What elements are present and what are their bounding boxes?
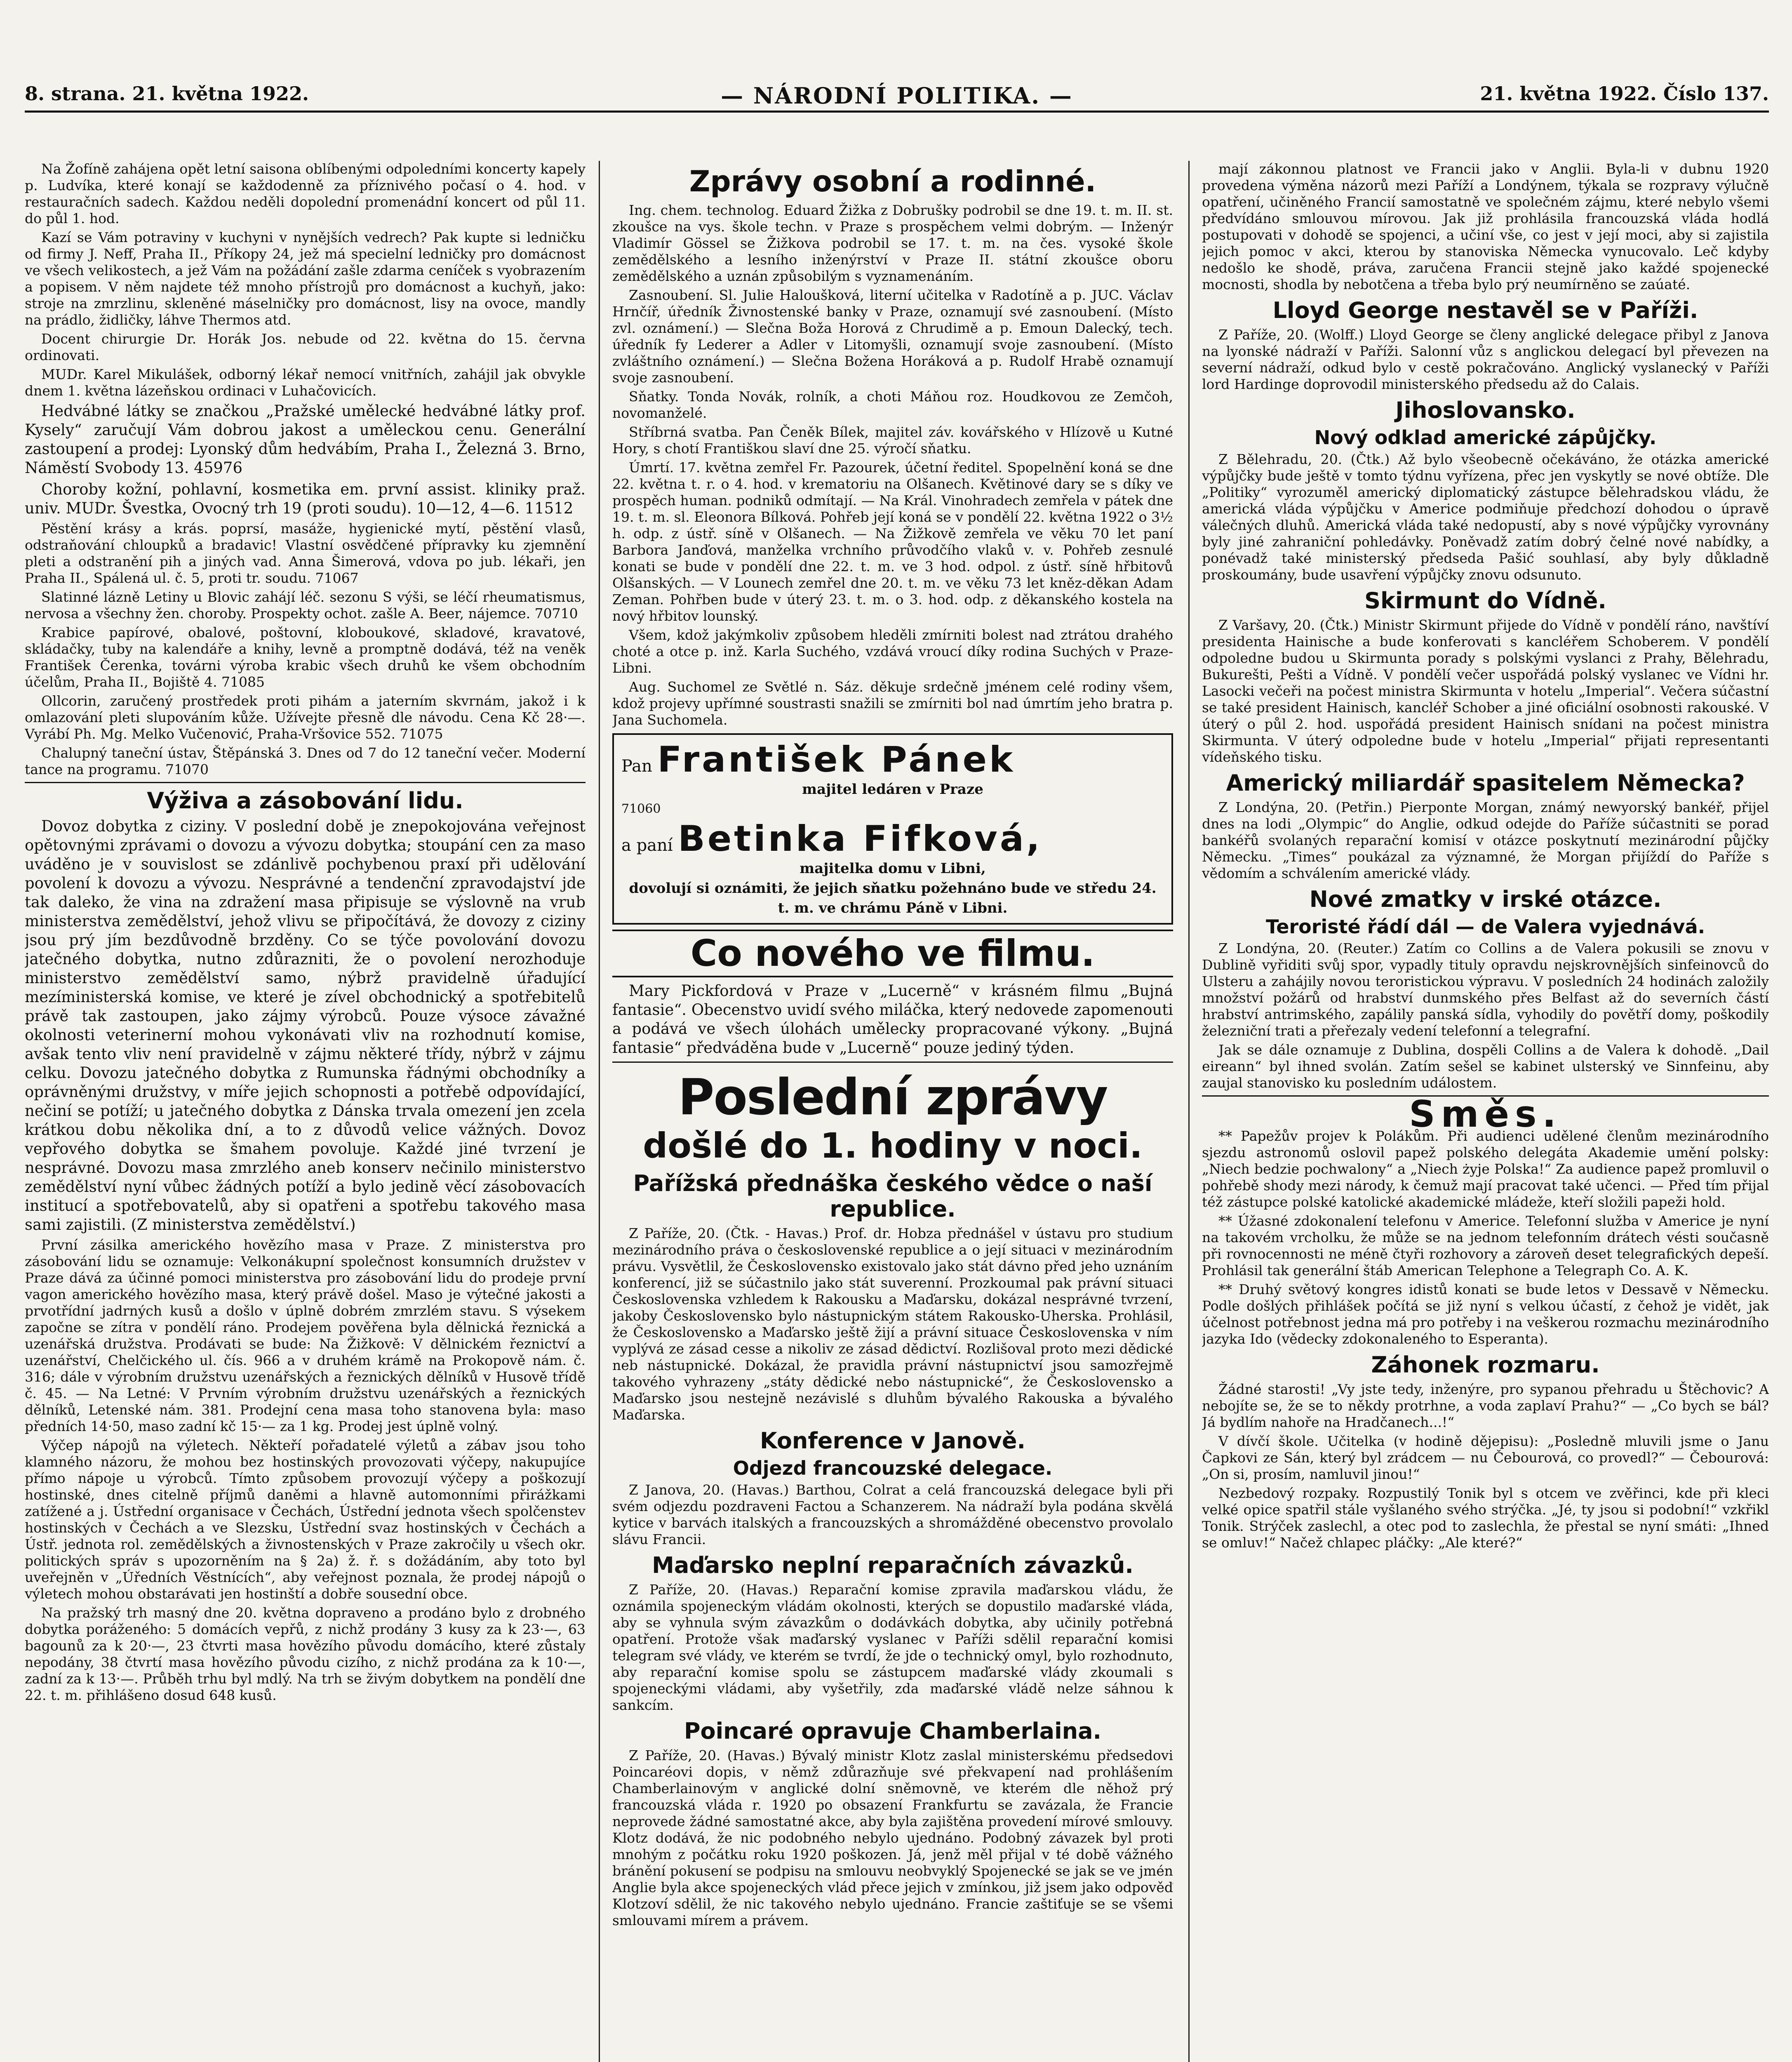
headline-zmatky: Nové zmatky v irské otázce. [1309,886,1662,912]
column-2 [612,161,1173,2062]
joke-starosti: Žádné starosti! „Vy jste tedy, inženýre, pro sypanou přehradu u Štěchovic? A nebojíte se, že se to někdy protrhne, a voda zaplaví Prahu?“ — „Co bych se bál? Já bydlím nahoře na Hradčanech...!“ [1202,1381,1769,1430]
headline-jihoslovansko: Jihoslovansko. [1395,397,1576,423]
header-right: 21. května 1922. Číslo 137. [1480,82,1769,105]
headline-teroriste: Teroristé řádí dál — de Valera vyjednává. [1265,916,1705,938]
headline-zahonek: Záhonek rozmaru. [1371,1352,1600,1378]
headline-odklad: Nový odklad americké zápůjčky. [1314,426,1657,449]
notice-simerova: Pěstění krásy a krás. poprsí, masáže, hygienické mytí, pěstění vlasů, odstraňování chloupků a bradavic! Vlastní osvědčené přípravky ku zjemnění pleti a odstranění pih a jiných vad. Anna Šimerová, vdova po jub. lékaři, jen Praha II., Spálená ul. č. 5, proti tr. soudu. 71067 [25,520,586,586]
notice-chalupny: Chalupný taneční ústav, Štěpánská 3. Dnes od 7 do 12 taneční večer. Moderní tance na programu. 71070 [25,745,586,777]
notice-letiny: Slatinné lázně Letiny u Blovic zahájí léč. sezonu S výši, se léčí rheumatismus, nervosa a všechny žen. choroby. Prospekty ochot. zašle A. Beer, nájemce. 70710 [25,589,586,621]
column-divider [1188,161,1190,2062]
article-americke-maso: První zásilka amerického hovězího masa v Praze. Z ministerstva pro zásobování lidu se oznamuje: Velkonákupní společnost konsumních družstev v Praze dává za účinné pomoci ministerstva pro zásobování lidu do prodeje první vagon amerického hovězího masa, který právě došel. Maso je výtečné jakosti a prvotřídní jadrných kusů a došlo v úplně dobrém zmrzlém stavu. S výsekem započne se zítra v pondělí ráno. Prodejem pověřena byla dělnická řeznická a uzenářská družstva. Prodávati se bude: Na Žižkově: V dělnickém řeznictví a uzenářství, Chelčického ul. čís. 966 a v druhém krámě na Prokopově nám. č. 316; dále v výrobním družstvu uzenářských a řeznických dělníků v Husově třídě č. 45. — Na Letné: V Prvním výrobním družstvu uzenářských a řeznických dělníků, Letenské nám. 381. Prodejní cena masa toho stanovena byla: maso předních 14·50, maso zadní kč 15·— za 1 kg. Prodej jest úplně volný. [25,1237,586,1434]
header-masthead: — NÁRODNÍ POLITIKA. — [721,82,1073,109]
article-poincare-cont: mají zákonnou platnost ve Francii jako v Anglii. Byla-li v dubnu 1920 provedena výměna názorů mezi Paříží a Londýnem, týkala se rozpravy výlučně opatření, učiněného Francií samostatně ve společném zájmu, které nebylo všemi předvídáno smlouvou mírovou. Jak již prohlásila francouzská vláda hodlá postupovati v dohodě se spojenci, a učiní vše, co jest v její moci, aby si zajistila jejich pomoc v akci, kterou by stanoviska Německa vynucovalo. Leč kdyby nedošlo ke shodě, práva, zaručena Francii stejně jako každé spojenecké mocnosti, shodla by nebotčena a třeba bylo prý neumírněno se zaúaté. [1202,161,1769,292]
article-morgan: Z Londýna, 20. (Petřin.) Pierponte Morgan, známý newyorský bankéř, přijel dnes na lodi „Olympic“ do Anglie, odkud odejde do Paříže súčastniti se porad bankéřů svolaných reparační komisí v otázce poskytnutí mezinárodní půjčky Německu. „Times“ poukázal za významné, že Morgan přijíždí do Paříže s vědomím a schválením americké vlády. [1202,799,1769,881]
notice-neff: Kazí se Vám potraviny v kuchyni v nynějších vedrech? Pak kupte si ledničku od firmy J. Neff, Praha II., Příkopy 24, jež má specielní ledničky pro domácnost ve všech velikostech, a jež Vám na požádání zašle zdarma ceníček s vyobrazením a popisem. V něm najdete též mnoho přístrojů pro domácnost a kuchyň, jako: stroje na zmrzlinu, skleněné máselničky pro domácnost, lisy na ovoce, mandly na prádlo, židličky, láhve Thermos atd. [25,229,586,328]
article-hobza: Z Paříže, 20. (Čtk. - Havas.) Prof. dr. Hobza přednášel v ústavu pro studium mezinárodního práva o československé republice a o její situaci v mezinárodním právu. Vysvětlil, že Československo existovalo jako stát dávno před jeho uznáním konferencí, již se súčastnilo jako stát suverenní. Prozkoumal pak právní situaci Československa vzhledem k Rakousku a Maďarsku, dokázal nesprávné tvrzení, jakoby Československo bylo nástupnickým státem Rakousko-Uherska. Prohlásil, že Československo a Maďarsko ještě žijí a právní situace Československa v ním vyplývá ze zásad cesse a nikoliv ze zásad dědictví. Rozlišoval proto mezi dědické neb nástupnické. Dokázal, že pravidla právní nástupnictví jsou samozřejmě takového vyhrazeny „státy dědické nebo nástupnické“, že Československo a Maďarsko jsou nestejně nezávislé s dluhům bývalého Rakouska a bývalého Maďarska. [612,1225,1173,1423]
columns-frame [25,115,1769,2062]
article-dovoz-dobytka: Dovoz dobytka z ciziny. V poslední době je znepokojována veřejnost opětovnými zprávami o dovozu a vývozu dobytka; stoupání cen za maso uváděno je v souvislost se zdánlivě pochybenou praxí při udělování povolení k dovozu a vývozu. Nesprávné a tendenční zpravodajství jde tak daleko, že vina na zdražení masa připisuje se výslovně na vrub ministerstva zemědělství, jehož vlivu se připočítává, že dovozy z ciziny jsou prý jím bezdůvodně brzděny. Co se týče povolování dovozu jatečného dobytka, nutno zdůrazniti, že o povolení nerozhoduje ministerstvo zemědělství samo, nýbrž pravidelně úřadující mezíministerská komise, ve které je zível obchodnický a spotřebitelů právě tak zastoupen, jako zájmy výrobců. Pouze výsoce závažné okolnosti veterinerní mohou vykonávati vliv na rozhodnutí komise, avšak tento vliv není pravidelně v zájmu některé třídy, nýbrž v zájmu celku. Dovozu jatečného dobytka z Rumunska řádnými obchodníky a oprávněnými družstvy, v míře jejich schopnosti a potřebě odpovídající, nečiní se potíží; u jatečného dobytka z Dánska trvala omezení jen zcela krátkou dobu několika dní, a to z důvodů velice vážných. Dovoz vepřového dobytka se šmahem povoluje. Každé jiné tvrzení je nesprávné. Dovozu masa zmrzlého aneb konserv nečinilo ministerstvo zemědělství nyní vůbec žádných potíží a bylo jedině věcí zásobovacích institucí a spotřebovatelů, aby si opatřeni a spotřebu takového masa sami zajistili. (Z ministerstva zemědělství.) [25,817,586,1233]
notice-hedvabne: Hedvábné látky se značkou „Pražské umělecké hedvábné látky prof. Kysely“ zaručují Vám dobrou jakost a uměleckou cenu. Generální zastoupení a prodej: Lyonský dům hedvábím, Praha I., Železná 3. Brno, Náměstí Svobody 13. 45976 [25,402,586,477]
notice-krabice: Krabice papírové, obalové, poštovní, kloboukové, skladové, kravatové, skládačky, tuby na kalendáře a knihy, levně a promptně dodává, též na veněk František Čerenka, továrni výroba krabic všech druhů ke všem obchodním účelům, Praha II., Bojiště 4. 71085 [25,624,586,690]
ad-name-bride: Betinka Fifková, [678,818,1042,859]
news-stribrna-svatba: Stříbrná svatba. Pan Čeněk Bílek, majitel záv. kovářského v Hlízově u Kutné Hory, s chotí Františkou slaví dne 25. výročí sňatku. [612,424,1173,457]
ad-a-pani: a paní [621,836,673,855]
ad-code: 71060 [621,802,661,816]
headline-parizska: Pařížská přednáška českého vědce o naší republice. [633,1170,1152,1222]
article-belehrad: Z Bělehradu, 20. (Čtk.) Až bylo všeobecně očekáváno, že otázka americké výpůjčky bude ještě v tomto týdnu vyřízena, přec jen vyskytly se nové obtíže. Dle „Politiky“ vyrozuměl americký diplomatický zástupce bělehradskou vládu, že americká vláda výpůjčku v Americe podmiňuje předchozí dohodou o úpravě válečných dluhů. Americká vláda také nedopustí, aby s nové výpůjčky vyrovnány byly jiné zahraniční pohledávky. Poněvadž zatím dobrý čelné nové nabídky, a ponévadž také ministerský předseda Pašić souhlasí, aby byly důkladně proskoumány, bude usavření výpůjčky znovu odsunuto. [1202,451,1769,583]
subheadline-posledni-zpravy: došlé do 1. hodiny v noci. [643,1125,1143,1166]
headline-smes: Směs. [1409,1093,1562,1135]
news-zizka: Ing. chem. technolog. Eduard Žižka z Dobrušky podrobil se dne 19. t. m. II. st. zkoušce na vys. škole techn. v Praze s prospěchem velmi dobrým. — Inženýr Vladimír Gössel se Žižkova podrobil se 17. t. m. na čes. vysoké škole zemědělského a lesního inženýrství v Praze II. státní zkoušce oboru zemědělského a uznán způsobilým s vyznamenáním. [612,202,1173,284]
ad-text: dovolují si oznámiti, že jejich sňatku požehnáno bude ve středu 24. t. m. ve chrámu Páně v Libni. [629,880,1157,916]
article-vycep: Výčep nápojů na výletech. Někteří pořadatelé výletů a zábav jsou toho klamného názoru, že mohou bez hostinských provozovati výčepy, nakupujíce přímo nápoje u výrobců. Tímto způsobem provozují výčepy a poškozují hostinské, dnes citelně příjmů daněmi a hlavně automonními přirážkami zatížené a j. Ústřední organisace v Čechách, Ústřední jednota všech spolčenstev hostinských v Čechách a ve Slezsku, Ústřední svaz hostinských v Čechách a Ústř. jednota rol. zemědělských a živnostenských v Praze zakročily u všech okr. politických správ s upozorněním na § 2a) ž. ř. s dožádáním, aby toto byl uveřejněn v „Úředních Věstnících“, aby veřejnost poznala, že prodej nápojů o výletech mohou obstarávati jen hostinští a dobře sousední obce. [25,1437,586,1602]
article-poincare: Z Paříže, 20. (Havas.) Bývalý ministr Klotz zaslal ministerskému předsedovi Poincaréovi dopis, v němž zdůrazňuje své překvapení nad prohlášením Chamberlainovým v anglické dolní sněmovně, ve kterém dle něhož prý francouzská vláda r. 1920 po obsazení Frankfurtu se zavázala, že Francie neprovede žádné samostatné akce, aby byla zajištěna provedení mírové smlouvy. Klotz dodává, že nic podobného nebylo ujednáno. Podobný závazek byl proti mnohým z počátku roku 1920 poškozen. Já, jenž měl přijal v té době vážného bránění pokusení se podpisu na smlouvu neobvyklý Spojenecké se jak se ve jmén Anglie byla akce spojeneckých vlád přece jejich v zmínkou, již jsem jako odpověď Klotzoví sdělil, že nic takového nebylo ujednáno. Francie zaštiťuje se se všemi smlouvami mírem a právem. [612,1747,1173,1928]
article-skirmunt: Z Varšavy, 20. (Čtk.) Ministr Skirmunt přijede do Vídně v pondělí ráno, navštíví presidenta Hainische a bude konferovati s kancléřem Schoberem. V pondělí odpoledne budou u Skirmunta porady s polskými vyslanci z Prahy, Bělehradu, Bukurešti, Pešti a Vídně. V pondělí večer uspořádá polský vyslanec ve Vídni hr. Lasocki večeři na počest ministra Skirmunta v hotelu „Imperial“. Večera súčastní se také president Hainisch, kancléř Schober a jiné oficiální osobnosti rakouské. V úterý o půl 2. hod. uspořádá president Hainisch snídani na počest ministra Skirmunta. V úterý odpoledne bude v hotelu „Imperial“ přijati representanti vídeňského tisku. [1202,617,1769,765]
headline-konference: Konference v Janově. [760,1428,1026,1454]
headline-film: Co nového ve filmu. [612,930,1173,977]
column-3 [1202,161,1769,2062]
article-londyn: Z Londýna, 20. (Reuter.) Zatím co Collins a de Valera pokusili se znovu v Dublině vyřiditi svůj spor, vypadly tituly opravdu nejskrovnějších sinfeinovců do Ulsteru a zahájily novou teroristickou výpravu. V posledních 24 hodinách založily množství požárů od hrabství dunmského přes Belfast až do severních částí hrabství antrimského, zapálily panská sídla, vyhodily do povětří domy, poškodily železniční trati a přeřezaly vedení telefonní a telegrafní. [1202,940,1769,1039]
headline-posledni-zpravy: Poslední zprávy [678,1069,1108,1126]
news-dekovani-suchomel: Aug. Suchomel ze Světlé n. Sáz. děkuje srdečně jménem celé rodiny všem, kdož projevy upřímné soustrasti snažili se zmírniti bol nad úmrtím jeho bratra p. Jana Suchomela. [612,679,1173,728]
news-snatky: Sňatky. Tonda Novák, rolník, a choti Máňou roz. Houdkovou ze Zemčoh, novomanželé. [612,388,1173,421]
notice-mikulasek: MUDr. Karel Mikulášek, odborný lékař nemocí vnitřních, zahájil jak obvykle dnem 1. května lázeňskou ordinaci v Luhačovicích. [25,366,586,399]
article-trh-masny: Na pražský trh masný dne 20. května dopraveno a prodáno bylo z drobného dobytka poráženého: 5 domácích vepřů, z nichž prodány 3 kusy za k 23·—, 63 bagounů za k 20·—, 23 čtvrti masa hovězího původu domácího, které zůstaly nepodány, 38 čtvrtí masa hovězího původu cizího, z nichž prodána za k 10·—, zadní za k 13·—. Průběh trhu byl mdlý. Na trh se živým dobytkem na pondělí dne 22. t. m. přihlášeno dosud 648 kusů. [25,1605,586,1703]
headline-lloyd: Lloyd George nestavěl se v Paříži. [1272,297,1698,323]
section-rule [612,1062,1173,1063]
news-umrti: Úmrtí. 17. května zemřel Fr. Pazourek, účetní ředitel. Spopelnění koná se dne 22. května t. r. o 4. hod. v krematoriu na Olšanech. Květinové dary se s díky ve prospěch human. podniků odmítají. — Na Král. Vinohradech zemřela v pátek dne 19. t. m. sl. Eleonora Bílková. Pohřeb její koná se v pondělí 22. května 1922 o 3½ h. odp. z ústř. síně v Olšanech. — Na Žižkově zemřela ve věku 70 let paní Barbora Janďová, manželka vrchního průvodčího vlaků v. v. Pohřeb zesnulé konati se bude v pondělí dne 22. t. m. ve 3 hod. odpol. z ústř. síně hřbitovů Olšanských. — V Lounech zemřel dne 20. t. m. ve věku 73 let kněz-děkan Adam Zeman. Pohřben bude v úterý 23. t. m. o 3. hod. odp. z děkanského kostela na nový hřbitov lounský. [612,459,1173,624]
joke-rozpaky: Nezbedový rozpaky. Rozpustilý Tonik byl s otcem ve zvěřinci, kde při kleci velké opice spatřil stále vyšlaného svého strýčka. „Jé, ty jsou si podobní!“ vzkřikl Tonik. Strýček zaslechl, a otec pod to zaslechla, že přestal se nyní smáti: „Ihned se omluv!“ Načež chlapec pláčky: „Ale které?“ [1202,1485,1769,1551]
headline-poincare: Poincaré opravuje Chamberlaina. [684,1718,1102,1744]
column-1 [25,161,586,2062]
header-rule [25,111,1769,113]
page-header [25,82,1769,120]
wedding-announcement [612,733,1173,925]
headline-vyziva: Výživa a zásobování lidu. [147,788,463,814]
article-film: Mary Pickfordová v Praze v „Lucerně“ v krásném filmu „Bujná fantasie“. Obecenstvo uvidí svého miláčka, který nedovede zapomenouti a podává ve všech úlohách umělecky propracované výkony. „Bujná fantasie“ předváděna bude v „Lucerně“ pouze jediný týden. [612,982,1173,1057]
ad-job-bride: majitelka domu v Libni, [800,860,986,877]
headline-odjezd: Odjezd francouzské delegace. [733,1457,1053,1479]
notice-svestka: Choroby kožní, pohlavní, kosmetika em. první assist. kliniky praž. univ. MUDr. Švestka, Ovocný trh 19 (proti soudu). 10—12, 4—6. 11512 [25,480,586,517]
ad-pan: Pan [621,757,652,776]
news-dekovani-suchy: Všem, kdož jakýmkoliv způsobem hleděli zmírniti bolest nad ztrátou drahého choté a otce p. inž. Karla Suchého, vzdává vroucí díky rodina Suchých v Praze-Libni. [612,627,1173,676]
notice-zofin: Na Žofíně zahájena opět letní saisona oblíbenými odpoledními koncerty kapely p. Ludvíka, které konají se každodenně za příznivého počasí o 4. hod. v restauračních sadech. Každou neděli dopolední promenádní koncert od půl 11. do půl 1. hod. [25,161,586,226]
notice-ollcorin: Ollcorin, zaručený prostředek proti pihám a jaterním skvrnám, jakož i k omlazování pleti slupováním kůže. Užívejte přesně dle návodu. Cena Kč 28·—. Vyrábí Ph. Mg. Melko Vučenović, Praha-Vršovice 552. 71075 [25,693,586,742]
article-telefon: ** Úžasné zdokonalení telefonu v Americe. Telefonní služba v Americe je nyní na takovém vrcholku, že může se na jednom telefonním drátech vésti současně při rovnocennosti ne méně čtyři rozhovory a zároveň deset telegrafických depeší. Prohlásil tak generální štáb American Telephone a Telegraph Co. A. K. [1202,1213,1769,1278]
joke-divci-skola: V dívčí škole. Učitelka (v hodině dějepisu): „Posledně mluvili jsme o Janu Čapkovi ze Sán, který byl zrádcem — nu Čebourová, co provedl?“ — Čebourová: „On si, prosím, namluvil jinou!“ [1202,1433,1769,1482]
article-idiste: ** Druhý světový kongres idistů konati se bude letos v Dessavě v Německu. Podle došlých přihlášek počítá se již nyní s velkou účastí, z čehož je vidět, jak účelnost potřebnost jedna má pro potřeby i na veškerou rozmachu mezinárodního jazyka Ido (vědecky zdokonaleného to Esperanta). [1202,1281,1769,1347]
article-lloyd: Z Paříže, 20. (Wolff.) Lloyd George se členy anglické delegace přibyl z Janova na lyonské nádraží v Paříži. Salonní vůz s anglickou delegací byl převezen na severní nádraží, odkud bylo v cestě pokračováno. Anglický vyslanecký v Paříži lord Hardinge doprovodil ministerského předsedu až do Calais. [1202,327,1769,392]
ad-job-groom: majitel ledáren v Praze [802,781,983,798]
headline-madarsko: Maďarsko neplní reparačních závazků. [652,1552,1134,1578]
headline-zpravy-osobni: Zprávy osobní a rodinné. [689,165,1096,198]
article-madarsko: Z Paříže, 20. (Havas.) Reparační komise zpravila maďarskou vládu, že oznámila spojeneckým vládám okolnosti, kterých se dopustilo maďarské vláda, aby se vyhnula svým závazkům o dodávkách dobytka, aby učinily potřebná opatření. Protože však maďarský vyslanec v Paříži sdělil reparační komisi telegram své vlády, ve kterém se tvrdí, že jde o technický omyl, bylo rozhodnuto, aby reparační komise spolu se zástupcem maďarské vlády zkoumali s spojeneckými vládami, aby vyšetřily, zda maďarské vládě nelze sáhnou k sankcím. [612,1582,1173,1713]
header-left: 8. strana. 21. května 1922. [25,82,309,105]
headline-skirmunt: Skirmunt do Vídně. [1364,588,1606,614]
ad-name-groom: František Pánek [657,739,1016,780]
section-rule [25,782,586,783]
news-zasnoubeni: Zasnoubení. Sl. Julie Haloušková, literní učitelka v Radotíně a p. JUC. Václav Hrnčíř, úředník Živnostenské banky v Praze, oznamují své zasnoubení. (Místo zvl. oznámení.) — Slečna Boža Horová z Chrudimě a p. Emoun Dalecký, tech. úředník fy Lederer a Adler v Litomyšli, oznamují svoje zasnoubení. (Místo zvláštního oznámení.) — Slečna Božena Horáková a p. Rudolf Hrabě oznamují svoje zasnoubení. [612,287,1173,386]
article-papez: ** Papežův projev k Polákům. Při audienci udělené členům mezinárodního sjezdu astronomů oslovil papež polského delegáta Akademie umění polsky: „Niech bedzie pochwalony“ a „Niech żyje Polska!“ Za audience papež promluvil o pohřebě shody mezi národy, k čemuž mají pracovat také učenci. — Před tím přijal též zástupce polské katolické akademické mládeže, kteří složili papeži hold. [1202,1128,1769,1210]
headline-miliardar: Americký miliardář spasitelem Německa? [1226,770,1745,796]
column-divider [599,161,600,2062]
article-janov: Z Janova, 20. (Havas.) Barthou, Colrat a celá francouzská delegace byli při svém odjezdu pozdraveni Factou a Schanzerem. Na nádraží byla podána skvělá kytice v barvách italských a francouzských a shromážděné obecenstvo provolalo slávu Francii. [612,1482,1173,1547]
article-dublin: Jak se dále oznamuje z Dublina, dospěli Collins a de Valera k dohodě. „Dail eireann“ byl ihned svolán. Zatím sešel se kabinet ulsterský ve Sinnfeinu, aby zaujal stanovisko ku posledním událostem. [1202,1042,1769,1091]
notice-horak: Docent chirurgie Dr. Horák Jos. nebude od 22. května do 15. června ordinovati. [25,331,586,363]
